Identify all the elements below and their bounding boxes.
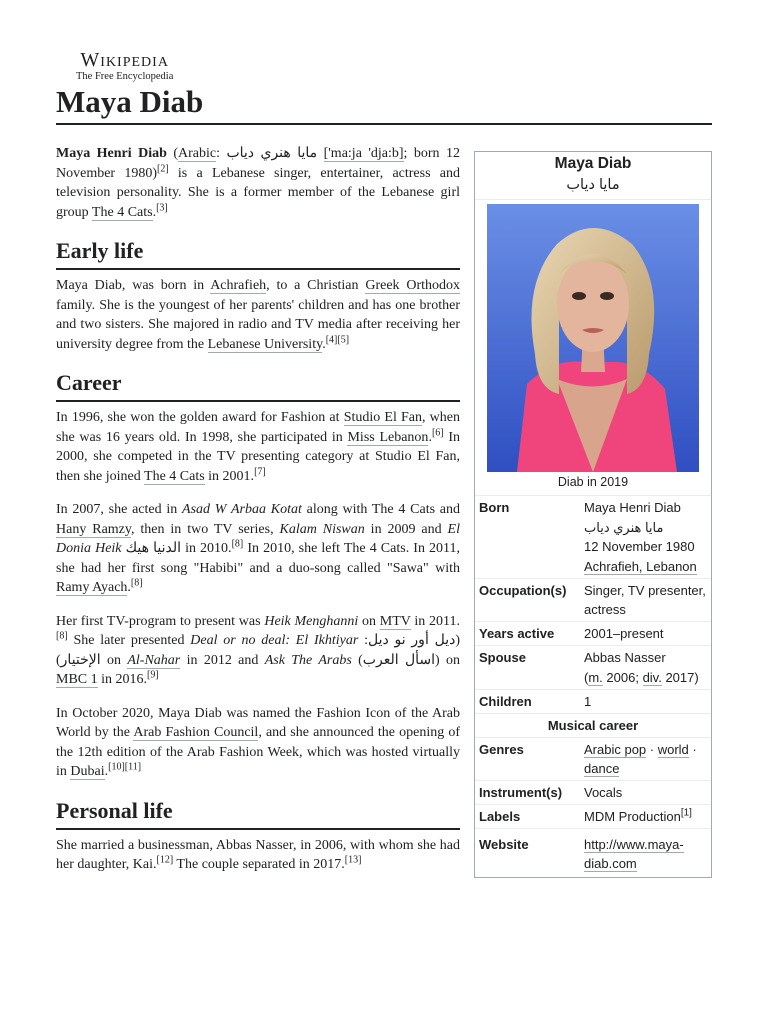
ref-1[interactable]: [1]: [680, 807, 692, 819]
ref-5[interactable]: [5]: [337, 333, 350, 345]
page-title: Maya Diab: [56, 84, 204, 119]
labels-label: Labels: [479, 809, 521, 824]
career-paragraph-4: In October 2020, Maya Diab was named the Fashion Icon of the Arab World by the Arab Fashion Council, and she announced the opening of the 12th edition of the Arab Fashion Week, which was hosted virtually in Dubai.[10][11]: [56, 705, 461, 779]
wikipedia-logo[interactable]: [76, 50, 173, 83]
ref-2[interactable]: [2]: [157, 162, 169, 174]
text: in 2009 and: [364, 521, 448, 537]
text: in 2012 and: [180, 652, 265, 668]
mtv-link[interactable]: MTV: [379, 613, 411, 629]
infobox-row-labels: [475, 805, 711, 829]
text: The couple separated in 2017.: [173, 857, 345, 872]
text: Her first TV-program to present was: [56, 613, 265, 629]
spouse-label: Spouse: [479, 650, 526, 665]
text: on: [358, 613, 380, 629]
infobox-row-spouse: Spouse Abbas Nasser (m. 2006; div. 2017): [475, 646, 711, 690]
website-link[interactable]: http://www.maya-diab.com: [584, 837, 684, 871]
logo-wordmark: Wikipedia: [80, 49, 169, 71]
text: , and she announced the opening of the 12th edition of the Arab Fashion Week, which was hosted virtually in: [56, 725, 461, 779]
ref-8[interactable]: [8]: [231, 538, 244, 550]
title-kalam: Kalam Niswan: [279, 521, 365, 537]
title-el-donia: El Donia Heik: [56, 521, 460, 556]
born-label: Born: [479, 500, 510, 515]
genres-label: Genres: [479, 742, 524, 757]
ref-6[interactable]: [6]: [431, 426, 444, 438]
lead-rest: is a Lebanese singer, entertainer, actress and television personality. She is a former member of the Lebanese girl group: [56, 165, 460, 220]
infobox-row-children: [475, 690, 711, 714]
born-place-link[interactable]: Achrafieh, Lebanon: [584, 558, 697, 574]
text: In 2000, she competed in the TV presenting category at Studio El Fan, then she joined: [56, 429, 461, 484]
deal-arabic: (ديل أور نو ديل: الإختيار): [56, 633, 461, 668]
born-date: 12 November 1980: [584, 539, 695, 554]
ref-11[interactable]: [11]: [124, 761, 142, 773]
title-asad: Asad W Arbaa Kotat: [182, 502, 302, 517]
hany-ramzy-link[interactable]: Hany Ramzy: [56, 521, 131, 537]
infobox-row-instruments: [475, 781, 711, 805]
website-label: Website: [479, 837, 529, 852]
arabic-link[interactable]: Arabic: [178, 146, 217, 161]
years-active-label: Years active: [479, 626, 555, 641]
arabic-name: مايا هنري دياب: [226, 146, 318, 161]
instruments-label: Instrument(s): [479, 785, 563, 800]
dubai-link[interactable]: Dubai: [70, 764, 105, 779]
personal-life-heading: Personal life: [56, 798, 460, 830]
mbc1-link[interactable]: MBC 1: [56, 672, 98, 687]
lead-born: ; born 12 November 1980): [56, 146, 461, 181]
text: along with The 4 Cats and: [301, 502, 461, 517]
the-4-cats-link[interactable]: The 4 Cats: [91, 204, 153, 220]
text: on: [439, 652, 461, 668]
title-heik: Heik Menghanni: [264, 613, 359, 629]
children-value: 1: [584, 694, 592, 709]
text: She married a businessman, Abbas Nasser, in 2006, with whom she had her daughter, Kai.: [56, 837, 460, 872]
divorced-abbr[interactable]: div.: [642, 669, 662, 685]
ramy-ayach-link[interactable]: Ramy Ayach: [56, 580, 128, 595]
text: in 2016.: [97, 672, 148, 687]
spouse-name: Abbas Nasser: [584, 650, 666, 665]
ref-7[interactable]: [7]: [254, 465, 266, 477]
genre-arabic-pop-link[interactable]: Arabic pop: [584, 742, 647, 757]
ref-12[interactable]: [12]: [156, 854, 174, 866]
ref-10[interactable]: [10]: [108, 761, 125, 773]
lead-name: Maya Henri Diab: [56, 146, 167, 161]
text: She later presented: [67, 633, 191, 648]
the-4-cats-link-2[interactable]: The 4 Cats: [144, 468, 205, 484]
lebanese-university-link[interactable]: Lebanese University: [207, 336, 323, 352]
occupation-label: Occupation(s): [479, 583, 567, 598]
career-paragraph-3: [56, 612, 460, 690]
occupation-value: Singer, TV presenter, actress: [584, 583, 706, 617]
married-abbr[interactable]: m.: [588, 669, 603, 685]
ref-4[interactable]: [4]: [325, 333, 338, 345]
title-ask: Ask The Arabs: [264, 652, 352, 668]
ref-9[interactable]: [9]: [147, 669, 159, 681]
ref-8[interactable]: [8]: [56, 630, 68, 642]
text: , then in two TV series,: [130, 521, 280, 537]
greek-orthodox-link[interactable]: Greek Orthodox: [365, 278, 460, 293]
born-name: Maya Henri Diab: [584, 500, 681, 515]
infobox-native-name: مايا دياب: [475, 174, 711, 200]
personal-life-paragraph: [56, 836, 460, 875]
infobox-row-occupation: [475, 579, 711, 622]
text: in 2001.: [204, 468, 255, 484]
text: In October 2020, Maya Diab was named the Fashion Icon of the Arab World by the: [56, 705, 460, 740]
text: family. She is the youngest of her parents' children and has one brother and two sisters. She majored in radio and TV media after receiving her university degree from the: [56, 297, 460, 352]
text: , to a Christian: [266, 278, 366, 293]
text: Maya Diab, was born in: [56, 278, 211, 293]
text: In 2010, she left The 4 Cats. In 2011, she had her first song "Habibi" and a duo-song called "Sawa" with: [56, 541, 461, 576]
studio-el-fan-link[interactable]: Studio El Fan: [343, 410, 423, 425]
genre-world-link[interactable]: world: [657, 742, 689, 757]
labels-value: MDM Production: [584, 809, 681, 824]
logo-tagline: The Free Encyclopedia: [76, 71, 174, 82]
al-nahar-link[interactable]: Al-Nahar: [127, 652, 181, 668]
portrait-photo[interactable]: [487, 204, 699, 472]
infobox-row-years-active: [475, 622, 711, 646]
married-year: 2006;: [602, 669, 643, 685]
early-life-heading: Early life: [56, 238, 460, 270]
title-deal: Deal or no deal: El Ikhtiyar: [190, 633, 359, 648]
career-paragraph-1: In 1996, she won the golden award for Fashion at Studio El Fan, when she was 16 years old. In 1998, she participated in Miss Lebanon.[6] In 2000, she competed in the TV presenting category at Studio El Fan, then she joined The 4 Cats in 2001.[7]: [56, 410, 461, 484]
text: , when she was 16 years old. In 1998, she participated in: [56, 410, 460, 445]
lead-paragraph: Maya Henri Diab (Arabic: مايا هنري دياب ['ma:ja 'dja:b]; born 12 November 1980)[2] is a Lebanese singer, entertainer, actress and television personality. She is a former member of the Lebanese girl group The 4 Cats.[3]: [56, 146, 461, 220]
divorced-year: 2017): [661, 669, 699, 685]
text: In 1996, she won the golden award for Fashion at: [56, 410, 344, 425]
early-life-paragraph: Maya Diab, was born in Achrafieh, to a Christian Greek Orthodox family. She is the youngest of her parents' children and has one brother and two sisters. She majored in radio and TV media after receiving her university degree from the Lebanese University.[4][5]: [56, 278, 460, 352]
title-divider: [56, 123, 712, 125]
text: in 2010.: [181, 541, 232, 556]
ref-3[interactable]: [3]: [156, 201, 168, 213]
text: in 2011.: [410, 613, 461, 629]
achrafieh-link[interactable]: Achrafieh: [210, 278, 267, 293]
children-label: Children: [479, 694, 532, 709]
el-donia-arabic: الدنيا هيك: [125, 541, 181, 556]
born-arabic: مايا هنري دياب: [584, 519, 664, 535]
career-paragraph-2: In 2007, she acted in Asad W Arbaa Kotat along with The 4 Cats and Hany Ramzy, then in two TV series, Kalam Niswan in 2009 and El Donia Heik الدنيا هيك in 2010.[8] In 2010, she left The 4 Cats. In 2011, she had her first song "Habibi" and a duo-song called "Sawa" with Ramy Ayach.[8]: [56, 502, 461, 595]
ref-8[interactable]: [8]: [130, 577, 143, 589]
arab-fashion-council-link[interactable]: Arab Fashion Council: [133, 725, 259, 740]
article-body: [56, 144, 460, 889]
genre-dance-link[interactable]: dance: [584, 761, 620, 776]
years-active-value: 2001–present: [584, 626, 664, 641]
infobox-row-website: [475, 829, 711, 877]
ipa-link[interactable]: ['ma:ja 'dja:b]: [323, 146, 404, 161]
career-heading: Career: [56, 370, 460, 402]
infobox-row-born: [475, 496, 711, 579]
musical-career-header: Musical career: [475, 714, 711, 738]
text: on: [100, 652, 128, 668]
infobox: [474, 151, 712, 878]
miss-lebanon-link[interactable]: Miss Lebanon: [347, 429, 429, 445]
infobox-title: Maya Diab: [554, 155, 632, 172]
photo-caption: Diab in 2019: [475, 472, 711, 496]
ask-arabic: (اسأل العرب): [358, 652, 440, 668]
ref-13[interactable]: [13]: [344, 854, 362, 866]
instruments-value: Vocals: [584, 785, 623, 800]
infobox-row-genres: Genres Arabic pop · world · dance: [475, 738, 711, 781]
text: In 2007, she acted in: [56, 502, 183, 517]
